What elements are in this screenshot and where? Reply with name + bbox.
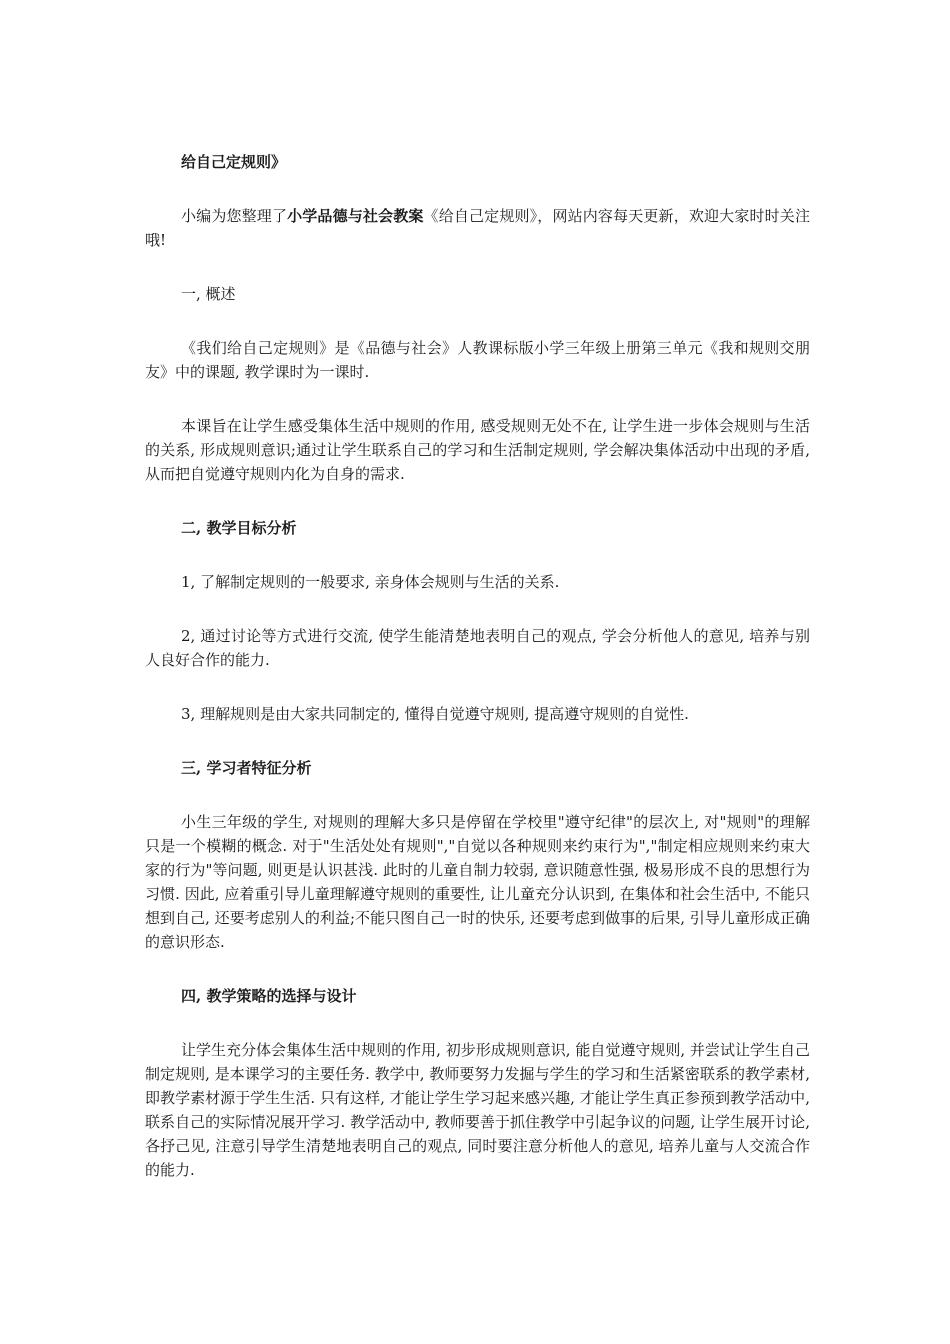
intro-prefix: 小编为您整理了 [181, 207, 288, 225]
document-page [145, 150, 810, 1182]
spacer [145, 252, 810, 282]
body-paragraph: 小生三年级的学生, 对规则的理解大多只是停留在学校里"遵守纪律"的层次上, 对"规则"的理解只是一个模糊的概念. 对于"生活处处有规则","自觉以各种规则来约束行为","制定相应规则来约束大家的行为"等问题, 则更是认识甚浅. 此时的儿童自制力较弱, 意识随意性强, 极易形成不良的思想行为习惯. 因此, 应着重引导儿童理解遵守规则的重要性, 让儿童充分认识到, 在集体和社会生活中, 不能只想到自己, 还要考虑别人的利益;不能只图自己一时的快乐, 还要考虑到做事的后果, 引导儿童形成正确的意识形态. [145, 813, 810, 951]
body-paragraph: 《我们给自己定规则》是《品德与社会》人教课标版小学三年级上册第三单元《我和规则交朋友》中的课题, 教学课时为一课时. [145, 339, 810, 381]
section-heading: 三, 学习者特征分析 [181, 759, 312, 777]
spacer [145, 306, 810, 336]
body-paragraph: 3, 理解规则是由大家共同制定的, 懂得自觉遵守规则, 提高遵守规则的自觉性. [181, 705, 689, 723]
body-paragraph: 本课旨在让学生感受集体生活中规则的作用, 感受规则无处不在, 让学生进一步体会规则与生活的关系, 形成规则意识;通过让学生联系自己的学习和生活制定规则, 学会解决集体活动中出现的矛盾, 从而把自觉遵守规则内化为自身的需求. [145, 417, 810, 483]
spacer [145, 780, 810, 810]
section-heading: 二, 教学目标分析 [181, 519, 297, 537]
body-paragraph: 1, 了解制定规则的一般要求, 亲身体会规则与生活的关系. [181, 573, 560, 591]
document-body [145, 252, 810, 1182]
spacer [145, 174, 810, 204]
spacer [145, 954, 810, 984]
section-heading: 一, 概述 [181, 285, 236, 303]
body-paragraph: 让学生充分体会集体生活中规则的作用, 初步形成规则意识, 能自觉遵守规则, 并尝试让学生自己制定规则, 是本课学习的主要任务. 教学中, 教师要努力发掘与学生的学习和生活紧密联系的教学素材, 即教学素材源于学生生活. 只有这样, 才能让学生学习起来感兴趣, 才能让学生真正参预到教学活动中, 联系自己的实际情况展开学习. 教学活动中, 教师要善于抓住教学中引起争议的问题, 让学生展开讨论, 各抒己见, 注意引导学生清楚地表明自己的观点, 同时要注意分析他人的意见, 培养儿童与人交流合作的能力. [145, 1041, 810, 1179]
document-title: 给自己定规则》 [181, 153, 287, 171]
intro-suffix: 《给自己定规则》，网站内容每天更新，欢迎大家时时关注哦! [145, 207, 810, 249]
spacer [145, 726, 810, 756]
spacer [145, 594, 810, 624]
section-heading: 四, 教学策略的选择与设计 [181, 987, 357, 1005]
spacer [145, 540, 810, 570]
spacer [145, 486, 810, 516]
intro-paragraph [145, 204, 810, 252]
spacer [145, 672, 810, 702]
intro-bold: 小学品德与社会教案 [287, 207, 424, 225]
spacer [145, 1008, 810, 1038]
body-paragraph: 2, 通过讨论等方式进行交流, 使学生能清楚地表明自己的观点, 学会分析他人的意见, 培养与别人良好合作的能力. [145, 627, 810, 669]
spacer [145, 384, 810, 414]
